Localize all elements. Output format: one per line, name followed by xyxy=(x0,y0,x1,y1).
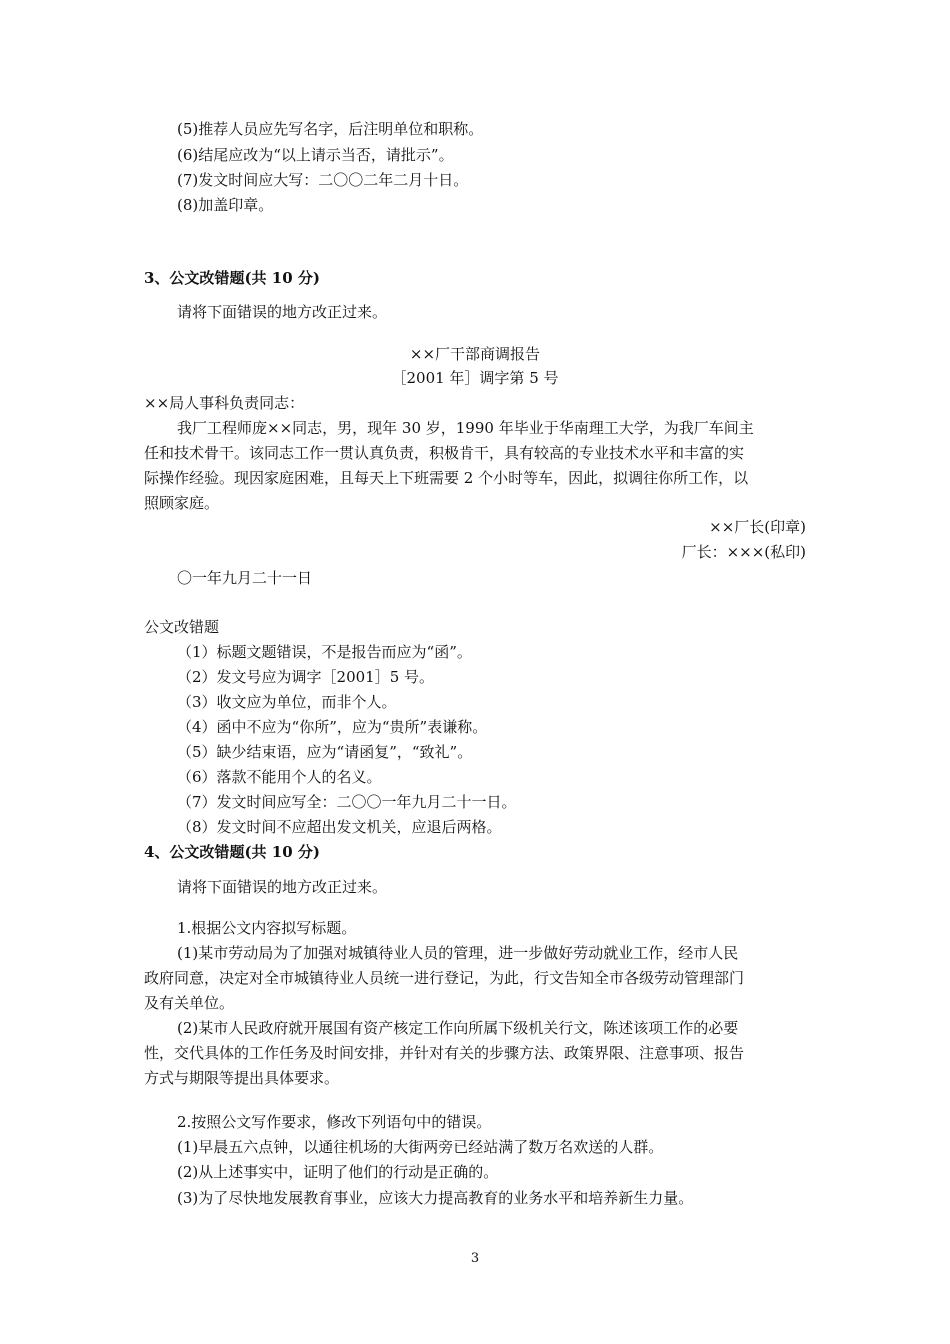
q4-instruction: 请将下面错误的地方改正过来。 xyxy=(177,878,388,896)
q3-answer-4: （4）函中不应为“你所”，应为“贵所”表谦称。 xyxy=(177,718,488,736)
q3-instruction: 请将下面错误的地方改正过来。 xyxy=(177,303,388,321)
q3-answer-7: （7）发文时间应写全：二〇〇一年九月二十一日。 xyxy=(177,793,517,811)
q4-part1-item2-line1: (2)某市人民政府就开展国有资产核定工作向所属下级机关行文，陈述该项工作的必要 xyxy=(177,1019,739,1037)
doc-body-line-2: 任和技术骨干。该同志工作一贯认真负责，积极肯干，具有较高的专业技术水平和丰富的实 xyxy=(144,444,745,462)
q4-part1-item1-line3: 及有关单位。 xyxy=(144,994,235,1012)
prev-item-8: (8)加盖印章。 xyxy=(177,196,274,214)
q3-answer-3: （3）收文应为单位，而非个人。 xyxy=(177,693,397,711)
doc-signature-person: 厂长：×××(私印) xyxy=(681,543,806,561)
doc-title: ××厂干部商调报告 xyxy=(409,345,541,363)
prev-item-7: (7)发文时间应大写：二〇〇二年二月十日。 xyxy=(177,171,469,189)
q4-part2-item-1: (1)早晨五六点钟，以通往机场的大街两旁已经站满了数万名欢送的人群。 xyxy=(177,1138,664,1156)
doc-salutation: ××局人事科负责同志： xyxy=(144,394,305,412)
q4-heading: 4、公文改错题(共 10 分) xyxy=(144,843,320,861)
q3-answer-6: （6）落款不能用个人的名义。 xyxy=(177,768,382,786)
prev-item-5: (5)推荐人员应先写名字，后注明单位和职称。 xyxy=(177,120,484,138)
q4-part2-title: 2.按照公文写作要求，修改下列语句中的错误。 xyxy=(177,1113,492,1131)
doc-number: ［2001 年］调字第 5 号 xyxy=(391,369,559,387)
q4-part2-item-2: (2)从上述事实中，证明了他们的行动是正确的。 xyxy=(177,1163,499,1181)
q4-part1-item1-line1: (1)某市劳动局为了加强对城镇待业人员的管理，进一步做好劳动就业工作，经市人民 xyxy=(177,944,739,962)
doc-body-line-4: 照顾家庭。 xyxy=(144,494,220,512)
doc-body-line-1: 我厂工程师庞××同志，男，现年 30 岁，1990 年毕业于华南理工大学，为我厂车间主 xyxy=(177,419,754,437)
doc-signature-org: ××厂长(印章) xyxy=(709,518,806,536)
q3-answer-title: 公文改错题 xyxy=(144,618,220,636)
q3-answer-8: （8）发文时间不应超出发文机关，应退后两格。 xyxy=(177,818,502,836)
q4-part1-title: 1.根据公文内容拟写标题。 xyxy=(177,919,357,937)
q4-part2-item-3: (3)为了尽快地发展教育事业，应该大力提高教育的业务水平和培养新生力量。 xyxy=(177,1189,694,1207)
page-number: 3 xyxy=(470,1251,480,1266)
q3-answer-2: （2）发文号应为调字［2001］5 号。 xyxy=(177,668,435,686)
q4-part1-item2-line3: 方式与期限等提出具体要求。 xyxy=(144,1069,340,1087)
doc-body-line-3: 际操作经验。现因家庭困难，且每天上下班需要 2 个小时等车，因此，拟调往你所工作，以 xyxy=(144,469,749,487)
q3-heading: 3、公文改错题(共 10 分) xyxy=(144,269,320,287)
q3-answer-5: （5）缺少结束语，应为“请函复”，“致礼”。 xyxy=(177,743,473,761)
doc-date: 〇一年九月二十一日 xyxy=(177,569,313,587)
q3-answer-1: （1）标题文题错误，不是报告而应为“函”。 xyxy=(177,643,472,661)
q4-part1-item1-line2: 政府同意，决定对全市城镇待业人员统一进行登记，为此，行文告知全市各级劳动管理部门 xyxy=(144,969,745,987)
prev-item-6: (6)结尾应改为“以上请示当否，请批示”。 xyxy=(177,146,454,164)
q4-part1-item2-line2: 性，交代具体的工作任务及时间安排，并针对有关的步骤方法、政策界限、注意事项、报告 xyxy=(144,1044,745,1062)
